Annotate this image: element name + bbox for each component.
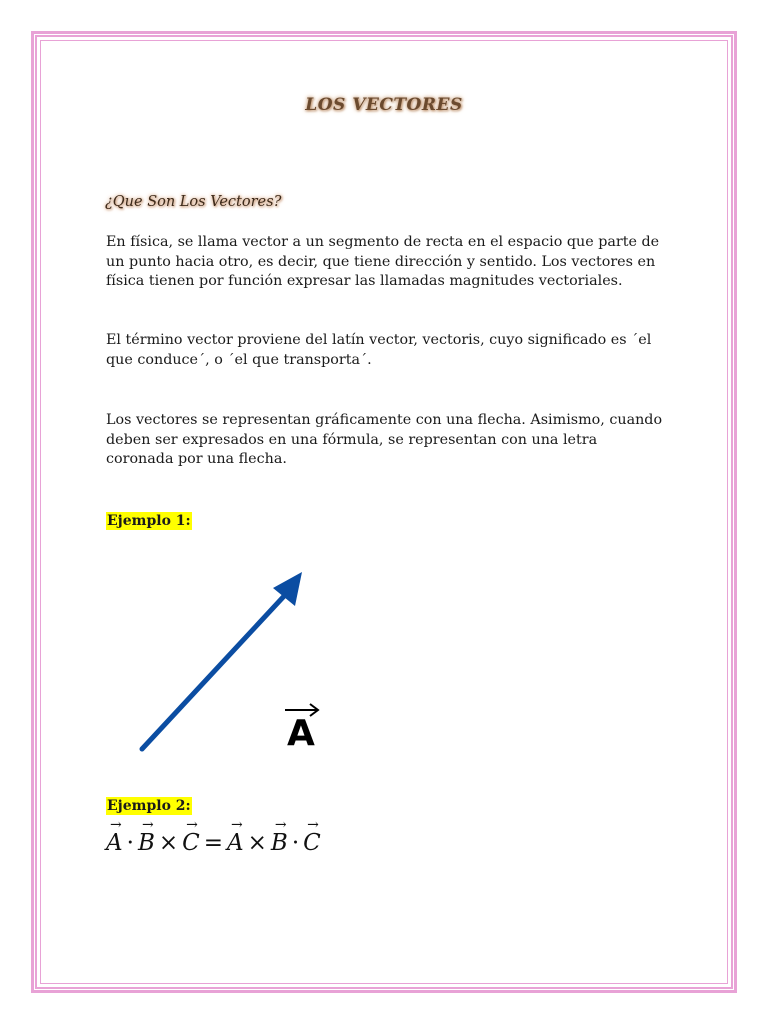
formula-operator: × [158,830,179,856]
formula-operator: · [126,830,134,856]
formula-vector-c: → C [182,830,200,856]
vector-arrow-shaft [142,594,286,749]
paragraph-definition: En física, se llama vector a un segmento de recta en el espacio que parte de un punto hacia otro, es decir, que tiene dirección y sentido. Los vectores en física tienen por función expresar las llamadas magnitudes vectoriales. [106,234,660,289]
example-2-label: Ejemplo 2: [107,798,191,814]
section-heading: ¿Que Son Los Vectores? [105,194,282,210]
formula-operator: × [247,830,267,856]
formula-vector-b: → B [271,830,288,856]
paragraph-etymology: El término vector proviene del latín vector, vectoris, cuyo significado es ´el que conduce´, o ´el que transporta´. [106,332,652,368]
example-1-label: Ejemplo 1: [107,513,191,529]
formula-operator: = [203,830,224,856]
formula-vector-c: → C [303,830,321,856]
formula-vector-a: → A [106,830,123,856]
formula-operator: · [291,830,300,856]
vector-letter-a: A [287,713,315,754]
paragraph-representation: Los vectores se representan gráficamente con una flecha. Asimismo, cuando deben ser expresados en una fórmula, se representan con una letra coronada por una flecha. [106,412,663,467]
formula-vector-b: → B [138,830,155,856]
document-title: LOS VECTORES [305,95,463,115]
formula-vector-a: → A [227,830,244,856]
vector-formula [106,830,321,856]
